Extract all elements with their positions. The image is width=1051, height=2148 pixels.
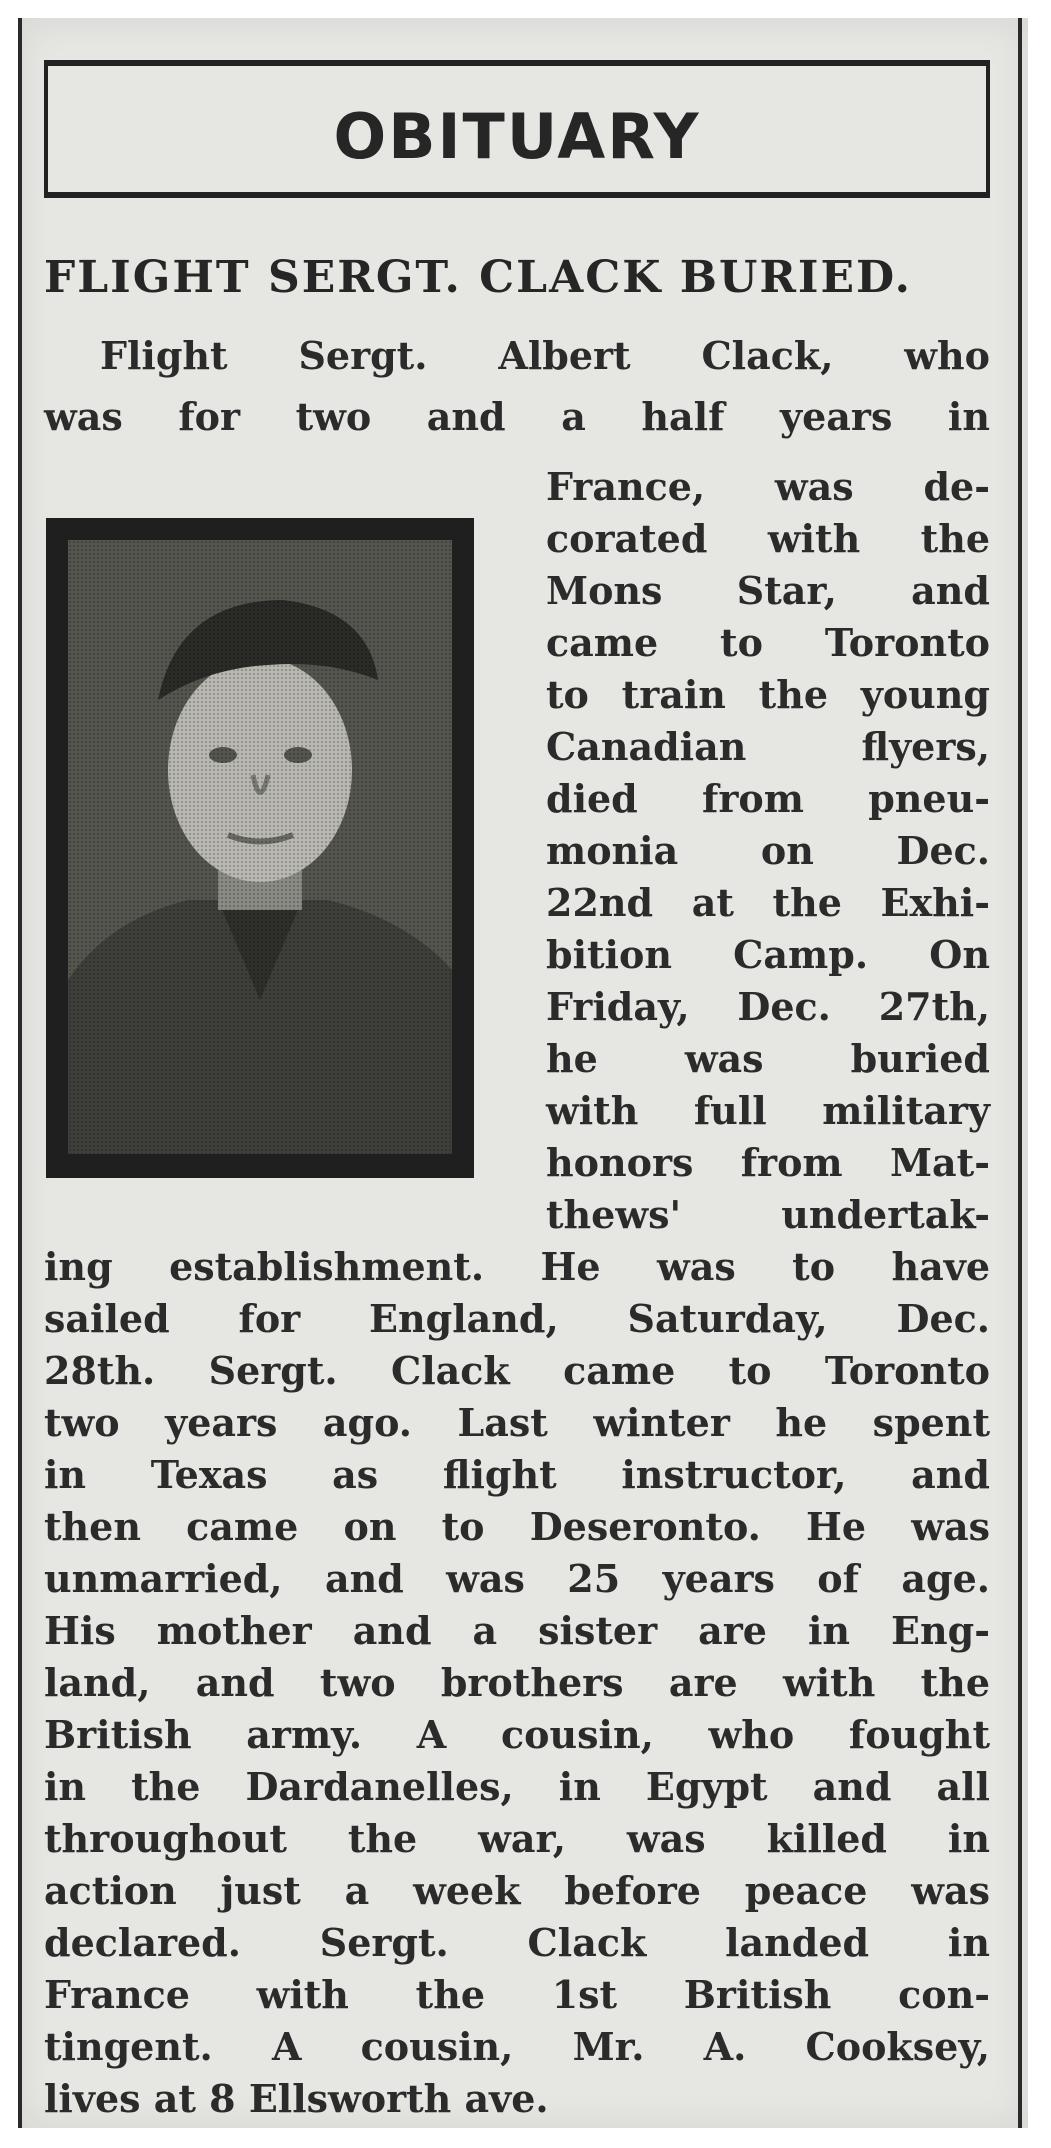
- article-line: he was buried: [546, 1036, 990, 1081]
- column-rule-right: [1018, 18, 1022, 2128]
- article-line: Friday, Dec. 27th,: [546, 984, 990, 1029]
- article-line: Flight Sergt. Albert Clack, who: [100, 333, 990, 378]
- article-line: France with the 1st British con-: [44, 1972, 990, 2017]
- article-line: in the Dardanelles, in Egypt and all: [44, 1764, 990, 1809]
- article-line: throughout the war, was killed in: [44, 1816, 990, 1861]
- article-line: with full military: [546, 1088, 990, 1133]
- article-line: in Texas as flight instructor, and: [44, 1452, 990, 1497]
- section-title: OBITUARY: [333, 100, 701, 173]
- article-line: His mother and a sister are in Eng-: [44, 1608, 990, 1653]
- article-line: sailed for England, Saturday, Dec.: [44, 1296, 990, 1341]
- obituary-header-box: [44, 60, 990, 198]
- photo-image: [68, 540, 452, 1154]
- article-line-last: lives at 8 Ellsworth ave.: [44, 2076, 549, 2121]
- article-line: Mons Star, and: [546, 568, 990, 613]
- article-line: declared. Sergt. Clack landed in: [44, 1920, 990, 1965]
- soldier-portrait-icon: [68, 540, 452, 1154]
- article-line: British army. A cousin, who fought: [44, 1712, 990, 1757]
- article-line: 28th. Sergt. Clack came to Toronto: [44, 1348, 990, 1393]
- article-line: unmarried, and was 25 years of age.: [44, 1556, 990, 1601]
- article-line: two years ago. Last winter he spent: [44, 1400, 990, 1445]
- article-line: died from pneu-: [546, 776, 990, 821]
- article-line: corated with the: [546, 516, 990, 561]
- article-line: then came on to Deseronto. He was: [44, 1504, 990, 1549]
- article-line: came to Toronto: [546, 620, 990, 665]
- article-line: action just a week before peace was: [44, 1868, 990, 1913]
- article-line: bition Camp. On: [546, 932, 990, 977]
- article-line: tingent. A cousin, Mr. A. Cooksey,: [44, 2024, 990, 2069]
- article-line: honors from Mat-: [546, 1140, 990, 1185]
- article-line: land, and two brothers are with the: [44, 1660, 990, 1705]
- article-line: to train the young: [546, 672, 990, 717]
- article-headline: FLIGHT SERGT. CLACK BURIED.: [44, 252, 912, 303]
- soldier-portrait-photo: [46, 518, 474, 1178]
- article-line: was for two and a half years in: [44, 394, 990, 439]
- article-line: France, was de-: [546, 464, 990, 509]
- article-line: 22nd at the Exhi-: [546, 880, 990, 925]
- article-line: thews' undertak-: [546, 1192, 990, 1237]
- article-line: monia on Dec.: [546, 828, 990, 873]
- article-line: Canadian flyers,: [546, 724, 990, 769]
- article-line: ing establishment. He was to have: [44, 1244, 990, 1289]
- column-rule-left: [18, 18, 22, 2128]
